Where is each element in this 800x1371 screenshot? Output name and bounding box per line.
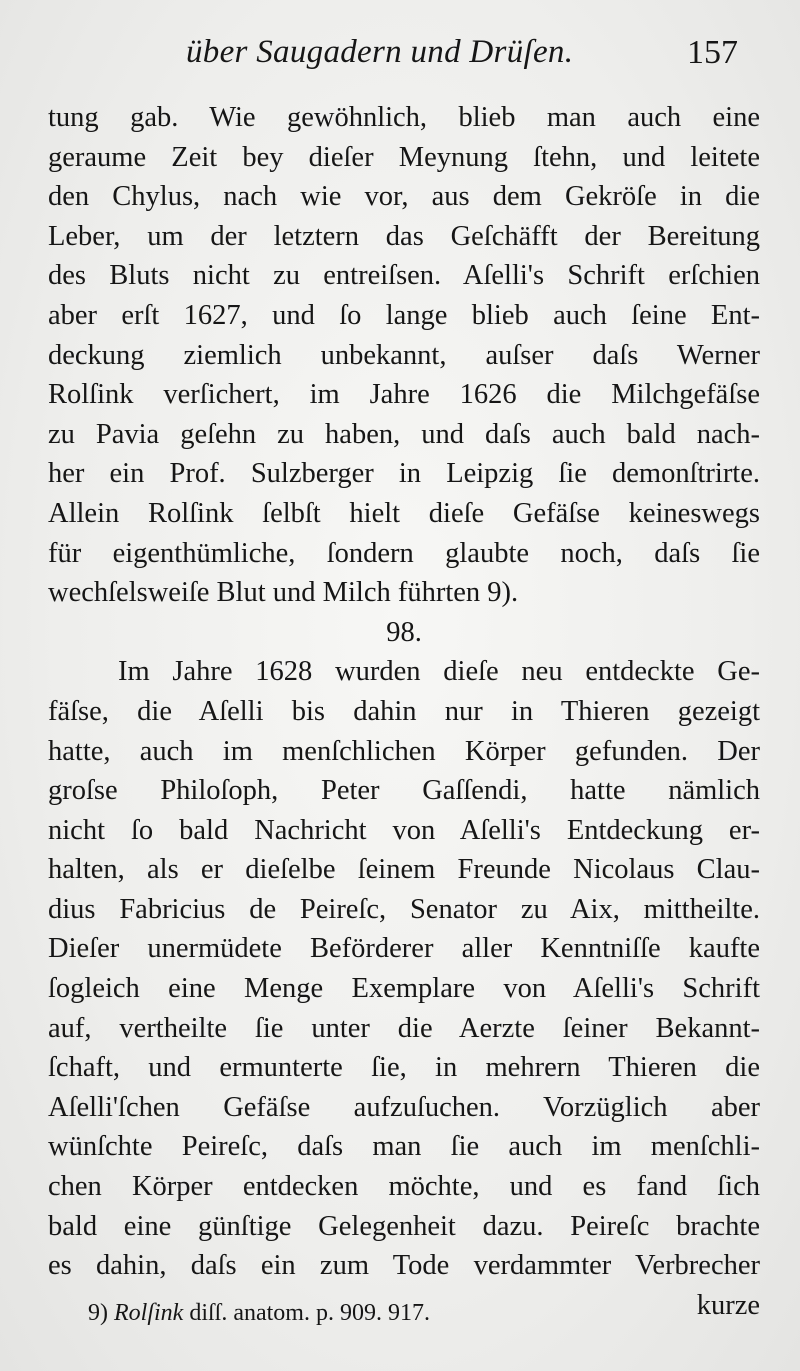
text-line: fäſse, die Aſelli bis dahin nur in Thieren gezeigt <box>48 695 760 727</box>
text-line: Allein Rolſink ſelbſt hielt dieſe Gefäſse keineswegs <box>48 497 760 529</box>
text-line: deckung ziemlich unbekannt, auſser daſs Werner <box>48 339 760 371</box>
text-line: groſse Philoſoph, Peter Gaſſendi, hatte nämlich <box>48 775 760 807</box>
text-line: es dahin, daſs ein zum Tode verdammter Verbrecher <box>48 1250 760 1282</box>
text-line: zu Pavia geſehn zu haben, und daſs auch bald nach- <box>48 418 760 450</box>
text-line: dius Fabricius de Peireſc, Senator zu Aix, mittheilte. <box>48 893 760 925</box>
text-line: bald eine günſtige Gelegenheit dazu. Peireſc brachte <box>48 1210 760 1242</box>
text-line: aber erſt 1627, und ſo lange blieb auch ſeine Ent- <box>48 299 760 331</box>
footnote-text: diſſ. anatom. p. 909. 917. <box>189 1300 430 1326</box>
body-text <box>48 98 760 1325</box>
text-line: des Bluts nicht zu entreiſsen. Aſelli's Schrift erſchien <box>48 260 760 292</box>
text-line: halten, als er dieſelbe ſeinem Freunde Nicolaus Clau- <box>48 854 760 886</box>
text-line: Rolſink verſichert, im Jahre 1626 die Milchgefäſse <box>48 379 760 411</box>
text-line: ſogleich eine Menge Exemplare von Aſelli's Schrift <box>48 973 760 1005</box>
section-number: 98. <box>386 616 422 648</box>
text-line: chen Körper entdecken möchte, und es fand ſich <box>48 1171 760 1203</box>
text-line: geraume Zeit bey dieſer Meynung ſtehn, und leitete <box>48 141 760 173</box>
text-line: Dieſer unermüdete Beförderer aller Kenntniſſe kaufte <box>48 933 760 965</box>
text-line: Im Jahre 1628 wurden dieſe neu entdeckte Ge- <box>118 656 760 688</box>
footnote-author: Rolſink <box>114 1300 184 1326</box>
footnote-marker: 9) <box>88 1300 108 1326</box>
text-line: hatte, auch im menſchlichen Körper gefunden. Der <box>48 735 760 767</box>
text-line: auf, vertheilte ſie unter die Aerzte ſeiner Bekannt- <box>48 1012 760 1044</box>
page-number: 157 <box>687 34 738 71</box>
footnote <box>88 1300 430 1327</box>
page-header <box>0 28 800 88</box>
text-line: Aſelli'ſchen Gefäſse aufzuſuchen. Vorzüglich aber <box>48 1091 760 1123</box>
text-line: Leber, um der letztern das Geſchäfft der Bereitung <box>48 220 760 252</box>
text-line: für eigenthümliche, ſondern glaubte noch, daſs ſie <box>48 537 760 569</box>
running-head: über Saugadern und Drüſen. <box>186 34 574 70</box>
text-line: her ein Prof. Sulzberger in Leipzig ſie demonſtrirte. <box>48 458 760 490</box>
text-line: tung gab. Wie gewöhnlich, blieb man auch eine <box>48 102 760 133</box>
text-line: ſchaft, und ermunterte ſie, in mehrern Thieren die <box>48 1052 760 1084</box>
text-line: den Chylus, nach wie vor, aus dem Gekröſe in die <box>48 181 760 213</box>
text-line: wünſchte Peireſc, daſs man ſie auch im menſchli- <box>48 1131 760 1163</box>
text-line: nicht ſo bald Nachricht von Aſelli's Entdeckung er- <box>48 814 760 846</box>
text-line: wechſelsweiſe Blut und Milch führten 9). <box>48 577 519 609</box>
catchword: kurze <box>696 1289 760 1321</box>
